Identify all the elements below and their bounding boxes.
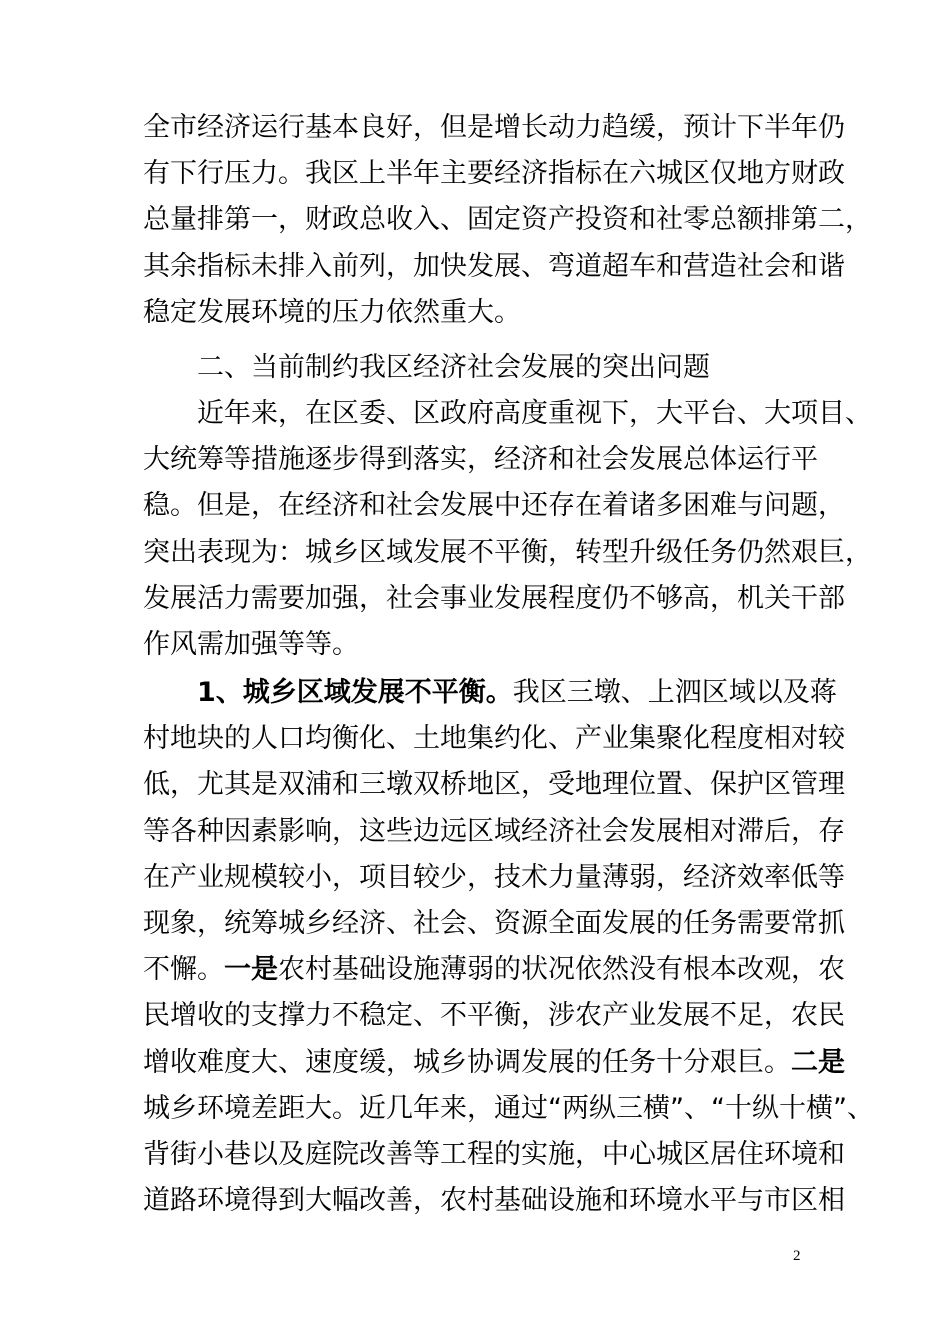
paragraph-problems-overview xyxy=(143,391,872,668)
emphasis-text: 一是 xyxy=(224,954,278,986)
text-line: 民增收的支撑力不稳定、不平衡，涉农产业发展不足，农民 xyxy=(143,1000,845,1032)
text-run: 不懈。 xyxy=(143,954,224,986)
text-line xyxy=(143,1040,845,1086)
paragraph-economy-summary xyxy=(143,105,872,336)
text-line xyxy=(143,670,837,716)
text-line: 有下行压力。我区上半年主要经济指标在六城区仅地方财政 xyxy=(143,158,845,190)
text-line: 总量排第一，财政总收入、固定资产投资和社零总额排第二， xyxy=(143,204,872,236)
paragraph-urban-rural-imbalance xyxy=(143,670,874,1224)
text-run: 农村基础设施薄弱的状况依然没有根本改观，农 xyxy=(278,954,845,986)
text-line: 等各种因素影响，这些边远区域经济社会发展相对滞后，存 xyxy=(143,815,845,847)
text-line: 发展活力需要加强，社会事业发展程度仍不够高，机关干部 xyxy=(143,582,845,614)
text-line: 道路环境得到大幅改善，农村基础设施和环境水平与市区相 xyxy=(143,1185,845,1217)
text-line: 稳定发展环境的压力依然重大。 xyxy=(143,296,521,328)
text-line: 村地块的人口均衡化、土地集约化、产业集聚化程度相对较 xyxy=(143,723,845,755)
text-line xyxy=(143,947,845,993)
text-line: 城乡环境差距大。近几年来，通过“两纵三横”、“十纵十横”、 xyxy=(143,1092,874,1124)
text-line: 其余指标未排入前列，加快发展、弯道超车和营造社会和谐 xyxy=(143,250,845,282)
text-line: 作风需加强等等。 xyxy=(143,628,359,660)
section-heading xyxy=(143,345,823,391)
text-line: 背街小巷以及庭院改善等工程的实施，中心城区居住环境和 xyxy=(143,1138,845,1170)
text-line: 现象，统筹城乡经济、社会、资源全面发展的任务需要常抓 xyxy=(143,907,845,939)
text-line: 大统筹等措施逐步得到落实，经济和社会发展总体运行平 xyxy=(143,444,818,476)
text-line: 突出表现为：城乡区域发展不平衡，转型升级任务仍然艰巨， xyxy=(143,536,872,568)
page-number: 2 xyxy=(793,1248,801,1264)
text-line: 在产业规模较小，项目较少，技术力量薄弱，经济效率低等 xyxy=(143,861,845,893)
text-line: 低，尤其是双浦和三墩双桥地区，受地理位置、保护区管理 xyxy=(143,769,845,801)
text-line: 稳。但是，在经济和社会发展中还存在着诸多困难与问题， xyxy=(143,490,845,522)
text-run: 增收难度大、速度缓，城乡协调发展的任务十分艰巨。 xyxy=(143,1046,791,1078)
emphasis-text: 二是 xyxy=(791,1046,845,1078)
section-heading-text: 二、当前制约我区经济社会发展的突出问题 xyxy=(197,352,710,383)
text-run: 我区三墩、上泗区域以及蒋 xyxy=(512,677,837,708)
text-line: 全市经济运行基本良好，但是增长动力趋缓，预计下半年仍 xyxy=(143,112,845,143)
text-line: 近年来，在区委、区政府高度重视下，大平台、大项目、 xyxy=(197,398,872,429)
subheading-text: 1、城乡区域发展不平衡。 xyxy=(197,677,513,708)
